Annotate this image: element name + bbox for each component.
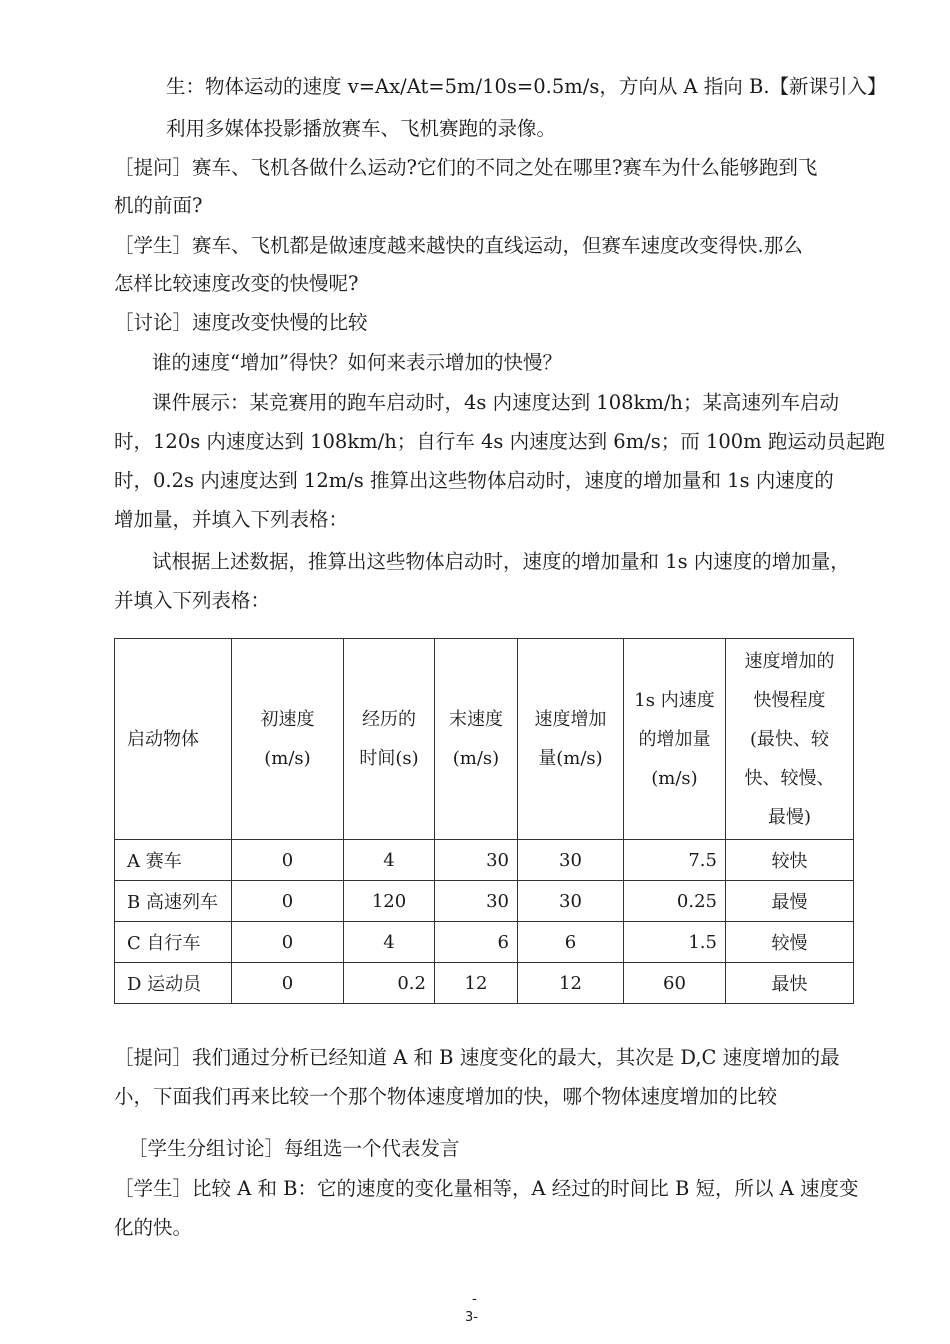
header-final-speed: 末速度 (m/s)	[435, 639, 518, 840]
page-number-dash: -	[472, 1292, 477, 1307]
header-increase-per-second: 1s 内速度 的增加量 (m/s)	[624, 639, 726, 840]
cell-time: 4	[344, 922, 435, 963]
cell-initial-speed: 0	[232, 922, 344, 963]
speed-table	[114, 638, 854, 1004]
header-speed-increase: 速度增加 量(m/s)	[518, 639, 624, 840]
header-rate-ranking: 速度增加的 快慢程度 (最快、较 快、较慢、 最慢)	[726, 639, 854, 840]
cell-rate-ranking: 最慢	[726, 881, 854, 922]
cell-final-speed: 30	[435, 840, 518, 881]
student-line-1: ［学生］赛车、飞机都是做速度越来越快的直线运动，但赛车速度改变得快.那么	[114, 234, 803, 257]
student-answer-line-1: ［学生］比较 A 和 B：它的速度的变化量相等，A 经过的时间比 B 短，所以 A 速度变	[114, 1177, 859, 1200]
question-line-2: 机的前面?	[114, 194, 203, 217]
cell-speed-increase: 12	[518, 963, 624, 1004]
cell-initial-speed: 0	[232, 963, 344, 1004]
discussion-question: 谁的速度“增加”得快？如何来表示增加的快慢？	[152, 351, 562, 374]
cell-increase-per-second: 1.5	[624, 922, 726, 963]
cell-rate-ranking: 最快	[726, 963, 854, 1004]
cell-time: 0.2	[344, 963, 435, 1004]
question-line-1: ［提问］赛车、飞机各做什么运动?它们的不同之处在哪里?赛车为什么能够跑到飞	[114, 156, 818, 179]
student-answer-line-2: 化的快。	[114, 1216, 193, 1239]
instruction-line-1: 试根据上述数据，推算出这些物体启动时，速度的增加量和 1s 内速度的增加量，	[152, 550, 850, 573]
courseware-line-3: 时，0.2s 内速度达到 12m/s 推算出这些物体启动时，速度的增加量和 1s 内速度的	[114, 469, 834, 492]
cell-rate-ranking: 较快	[726, 840, 854, 881]
answer-line: 生：物体运动的速度 v=Ax/At=5m/10s=0.5m/s，方向从 A 指向 B.【新课引入】	[166, 75, 887, 98]
cell-object: B 高速列车	[115, 881, 232, 922]
table-row	[115, 963, 854, 1004]
cell-speed-increase: 6	[518, 922, 624, 963]
question-after-line-2: 小，下面我们再来比较一个那个物体速度增加的快，哪个物体速度增加的比较	[114, 1085, 778, 1108]
header-time: 经历的 时间(s)	[344, 639, 435, 840]
table-row	[115, 881, 854, 922]
cell-time: 120	[344, 881, 435, 922]
cell-speed-increase: 30	[518, 881, 624, 922]
courseware-line-1: 课件展示：某竞赛用的跑车启动时，4s 内速度达到 108km/h；某高速列车启动	[152, 391, 839, 414]
intro-line: 利用多媒体投影播放赛车、飞机赛跑的录像。	[166, 117, 557, 140]
cell-final-speed: 12	[435, 963, 518, 1004]
cell-time: 4	[344, 840, 435, 881]
courseware-line-4: 增加量，并填入下列表格：	[114, 508, 349, 531]
cell-speed-increase: 30	[518, 840, 624, 881]
cell-final-speed: 30	[435, 881, 518, 922]
group-discussion-line: ［学生分组讨论］每组选一个代表发言	[128, 1137, 460, 1160]
table-row	[115, 922, 854, 963]
cell-rate-ranking: 较慢	[726, 922, 854, 963]
cell-increase-per-second: 0.25	[624, 881, 726, 922]
cell-increase-per-second: 7.5	[624, 840, 726, 881]
cell-object: C 自行车	[115, 922, 232, 963]
header-initial-speed: 初速度 (m/s)	[232, 639, 344, 840]
table-row	[115, 840, 854, 881]
header-object: 启动物体	[115, 639, 232, 840]
table-header-row	[115, 639, 854, 840]
cell-final-speed: 6	[435, 922, 518, 963]
cell-initial-speed: 0	[232, 881, 344, 922]
cell-object: A 赛车	[115, 840, 232, 881]
cell-increase-per-second: 60	[624, 963, 726, 1004]
page-number: 3-	[465, 1310, 478, 1325]
discussion-heading: ［讨论］速度改变快慢的比较	[114, 311, 368, 334]
cell-object: D 运动员	[115, 963, 232, 1004]
cell-initial-speed: 0	[232, 840, 344, 881]
question-after-line-1: ［提问］我们通过分析已经知道 A 和 B 速度变化的最大，其次是 D,C 速度增加的最	[114, 1046, 840, 1069]
courseware-line-2: 时，120s 内速度达到 108km/h；自行车 4s 内速度达到 6m/s；而 100m 跑运动员起跑	[114, 430, 885, 453]
instruction-line-2: 并填入下列表格：	[114, 589, 271, 612]
student-line-2: 怎样比较速度改变的快慢呢?	[114, 272, 359, 295]
